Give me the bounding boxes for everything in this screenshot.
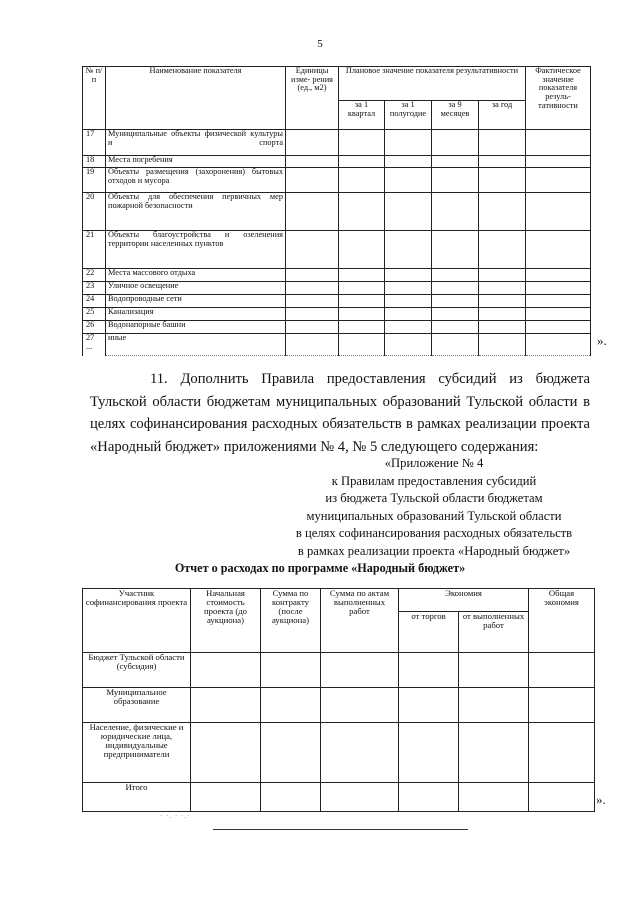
- cell: [339, 334, 385, 356]
- cell: [459, 653, 529, 688]
- cell: [321, 783, 399, 812]
- row-num-value: 27: [86, 333, 95, 342]
- row-num: 22: [83, 269, 106, 282]
- cell: [526, 156, 591, 168]
- row-name: Водопроводные сети: [106, 295, 286, 308]
- cell: [339, 130, 385, 156]
- appendix-line: из бюджета Тульской области бюджетам: [325, 491, 543, 505]
- cell: [339, 168, 385, 193]
- cell: [432, 130, 479, 156]
- header-actual: Фактическое значение показателя резуль- тативности: [526, 67, 591, 130]
- row-name: Объекты размещения (захоронения) бытовых отходов и мусора: [106, 168, 286, 193]
- appendix-header: [270, 455, 598, 560]
- row-name: иные: [106, 334, 286, 356]
- table-row: [83, 193, 591, 231]
- header-economy: Экономия: [399, 589, 529, 612]
- cell: [432, 282, 479, 295]
- participant-label: Муниципальное образование: [83, 688, 191, 723]
- cell: [191, 783, 261, 812]
- row-num: 18: [83, 156, 106, 168]
- amendment-paragraph: 11. Дополнить Правила предоставления субсидий из бюджета Тульской области бюджетам муниципальных образований Тульской области в целях софинансирования расходных обязательств в рамках реализации проекта «Народный бюджет» приложениями № 4, № 5 следующего содержания:: [90, 371, 590, 455]
- cell: [385, 231, 432, 269]
- header-initial-cost: Начальная стоимость проекта (до аукциона): [191, 589, 261, 653]
- participant-label: Бюджет Тульской области (субсидия): [83, 653, 191, 688]
- cell: [432, 295, 479, 308]
- table-row: [83, 168, 591, 193]
- row-name: Канализация: [106, 308, 286, 321]
- table-row: [83, 130, 591, 156]
- cell: [321, 688, 399, 723]
- appendix-line: в рамках реализации проекта «Народный бюджет»: [297, 543, 571, 558]
- row-name: Уличное освещение: [106, 282, 286, 295]
- cell: [479, 168, 526, 193]
- cell: [526, 308, 591, 321]
- separator-line: [213, 829, 468, 830]
- table-row: [83, 783, 595, 812]
- header-planned: Плановое значение показателя результативности: [339, 67, 526, 101]
- cell: [479, 130, 526, 156]
- cell: [432, 193, 479, 231]
- cell: [286, 308, 339, 321]
- table-row: [83, 231, 591, 269]
- cell: [432, 156, 479, 168]
- row-num: [83, 334, 106, 356]
- row-name: Муниципальные объекты физической культуры и спорта: [106, 130, 286, 156]
- cell: [529, 688, 595, 723]
- cell: [321, 723, 399, 783]
- header-from-works: от выполненных работ: [459, 612, 529, 653]
- cell: [529, 653, 595, 688]
- cell: [526, 130, 591, 156]
- header-q1: за 1 квартал: [339, 101, 385, 130]
- cell: [526, 193, 591, 231]
- row-name: Места погребения: [106, 156, 286, 168]
- cell: [399, 723, 459, 783]
- indicators-table: [82, 66, 591, 356]
- cell: [286, 334, 339, 356]
- row-num: 24: [83, 295, 106, 308]
- cell: [261, 723, 321, 783]
- cell: [399, 688, 459, 723]
- cell: [286, 282, 339, 295]
- cell: [339, 282, 385, 295]
- cell: [385, 193, 432, 231]
- cell: [432, 168, 479, 193]
- header-h1: за 1 полугодие: [385, 101, 432, 130]
- cell: [191, 688, 261, 723]
- table-row: [83, 308, 591, 321]
- row-num: 25: [83, 308, 106, 321]
- cell: [526, 334, 591, 356]
- row-num: 19: [83, 168, 106, 193]
- cell: [529, 783, 595, 812]
- cell: [385, 282, 432, 295]
- cell: [286, 231, 339, 269]
- row-num: 17: [83, 130, 106, 156]
- cell: [526, 282, 591, 295]
- table-row: [83, 653, 595, 688]
- header-name: Наименование показателя: [106, 67, 286, 130]
- cell: [286, 168, 339, 193]
- cell: [479, 334, 526, 356]
- header-from-bidding: от торгов: [399, 612, 459, 653]
- expenses-table: [82, 588, 595, 812]
- header-units: Единицы изме- рения (ед., м2): [286, 67, 339, 130]
- table1-closing-quote: ».: [597, 333, 607, 348]
- header-year: за год: [479, 101, 526, 130]
- cell: [385, 334, 432, 356]
- row-num: 20: [83, 193, 106, 231]
- cell: [479, 193, 526, 231]
- table-row: [83, 282, 591, 295]
- cell: [286, 130, 339, 156]
- cell: [479, 231, 526, 269]
- cell: [385, 308, 432, 321]
- cell: [339, 321, 385, 334]
- header-m9: за 9 месяцев: [432, 101, 479, 130]
- cell: [385, 168, 432, 193]
- cell: [459, 783, 529, 812]
- cell: [261, 688, 321, 723]
- appendix-line: в целях софинансирования расходных обязательств: [295, 526, 573, 540]
- cell: [479, 269, 526, 282]
- cell: [432, 334, 479, 356]
- cell: [261, 653, 321, 688]
- cell: [385, 269, 432, 282]
- cell: [526, 231, 591, 269]
- cell: [432, 321, 479, 334]
- appendix-line: муниципальных образований Тульской области: [306, 508, 562, 523]
- cell: [526, 168, 591, 193]
- table-row: [83, 269, 591, 282]
- cell: [321, 653, 399, 688]
- cell: [479, 308, 526, 321]
- row-num: 21: [83, 231, 106, 269]
- table-row: [83, 334, 591, 356]
- cell: [459, 723, 529, 783]
- cell: [459, 688, 529, 723]
- cell: [385, 295, 432, 308]
- cell: [191, 653, 261, 688]
- cell: [385, 130, 432, 156]
- header-total-economy: Общая экономия: [529, 589, 595, 653]
- cell: [479, 282, 526, 295]
- cell: [286, 269, 339, 282]
- cell: [526, 295, 591, 308]
- cell: [339, 269, 385, 282]
- cell: [286, 156, 339, 168]
- cell: [286, 193, 339, 231]
- table-row: [83, 723, 595, 783]
- page-number: 5: [317, 38, 323, 50]
- row-num: 26: [83, 321, 106, 334]
- cell: [526, 269, 591, 282]
- cell: [432, 269, 479, 282]
- row-num: 23: [83, 282, 106, 295]
- appendix-line: «Приложение № 4: [384, 456, 484, 470]
- cell: [432, 308, 479, 321]
- cell: [339, 295, 385, 308]
- table-row: [83, 295, 591, 308]
- header-participant: Участник софинансирования проекта: [83, 589, 191, 653]
- participant-label: Население, физические и юридические лица, индивидуальные предприниматели: [83, 723, 191, 783]
- header-acts-sum: Сумма по актам выполненных работ: [321, 589, 399, 653]
- cell: [432, 231, 479, 269]
- row-num-ellipsis: ...: [86, 341, 93, 351]
- cell: [385, 156, 432, 168]
- table-row: [83, 688, 595, 723]
- cell: [261, 783, 321, 812]
- cell: [479, 321, 526, 334]
- cell: [399, 653, 459, 688]
- cell: [339, 308, 385, 321]
- cell: [339, 231, 385, 269]
- cell: [479, 295, 526, 308]
- cell: [526, 321, 591, 334]
- scan-artifact: · ·. · ·.·: [160, 812, 191, 820]
- cell: [479, 156, 526, 168]
- row-name: Объекты для обеспечения первичных мер пожарной безопасности: [106, 193, 286, 231]
- row-name: Водонапорные башни: [106, 321, 286, 334]
- row-name: Места массового отдыха: [106, 269, 286, 282]
- participant-label: Итого: [83, 783, 191, 812]
- table-row: [83, 156, 591, 168]
- cell: [385, 321, 432, 334]
- report-title: Отчет о расходах по программе «Народный бюджет»: [174, 561, 466, 575]
- header-num: № п/п: [83, 67, 106, 130]
- cell: [339, 156, 385, 168]
- table2-closing-quote: ».: [596, 792, 606, 807]
- cell: [286, 295, 339, 308]
- cell: [529, 723, 595, 783]
- cell: [286, 321, 339, 334]
- cell: [191, 723, 261, 783]
- cell: [399, 783, 459, 812]
- table-row: [83, 321, 591, 334]
- cell: [339, 193, 385, 231]
- header-contract-sum: Сумма по контракту (после аукциона): [261, 589, 321, 653]
- appendix-line: к Правилам предоставления субсидий: [331, 473, 537, 488]
- row-name: Объекты благоустройства и озеленения территории населенных пунктов: [106, 231, 286, 269]
